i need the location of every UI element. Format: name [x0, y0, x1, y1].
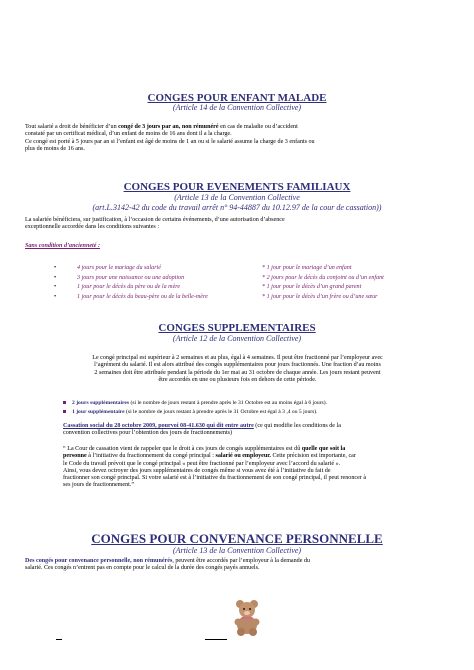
right-item: * 1 jour pour le décès d’un frère ou d’une sœur [262, 293, 378, 300]
heading-evenements-familiaux: CONGES POUR EVENEMENTS FAMILIAUX [123, 181, 351, 193]
subtitle-article-code: (art.L.3142-42 du code du travail arrêt n° 94-44887 du 10.12.97 de la cour de cassation)) [92, 203, 382, 212]
cassation-paragraph: Cassation social du 28 octobre 2009, pourvoi 08-41.630 qui dit entre autre (ce qui modifie les conditions de la convention collectives pour l’obtention des jours de fractionnements) [63, 423, 341, 437]
teddy-bear-icon [232, 598, 262, 636]
condition-label: Sans condition d’ancienneté : [25, 243, 100, 249]
heading-enfant-malade: CONGES POUR ENFANT MALADE [147, 92, 327, 104]
subtitle-evenements-familiaux: (Article 13 de la Convention Collective [174, 193, 300, 202]
right-item: * 2 jours pour le décès du conjoint ou d’un enfant [262, 274, 384, 281]
convenance-paragraph: Des congés pour convenance personnelle, non rémunérés, peuvent être accordés par l’employeur à la demande du salarié. Ces congés n’entrent pas en compte pour le calcul de la durée des congés payés annuels. [25, 558, 311, 572]
subtitle-enfant-malade: (Article 14 de la Convention Collective) [172, 103, 302, 112]
cassation-link[interactable]: Cassation social du 28 octobre 2009, pourvoi 08-41.630 qui dit entre autre [63, 423, 254, 429]
events-list: • 4 jours pour le mariage du salarié • 3 jours pour une naissance ou une adoption • 1 jour pour le décès du père ou de la mère • 1 jour pour le décès du beau-père ou de la belle-mère * 1 jour pour le mariage d’un enfant * 2 jours pour le décès du conjoint ou d’un enfant * 1 jour pour le décès d’un grand parent * 1 jour pour le décès d’un frère ou d’une sœur [54, 264, 454, 304]
supplementaires-paragraph: Le congé principal est supérieur à 2 semaines et au plus, égal à 4 semaines. Il peut être fractionné par l’employeur avec l’agrément du salarié. Il est alors attribué des congés supplémentaires pour jours fractionnés. Une fraction d’au moins 2 semaines doit être attribuée pendant la période du 1er mai au 31 octobre de chaque année. Les jours restant peuvent être accordés en une ou plusieurs fois en dehors de cette période. [92, 355, 383, 383]
heading-convenance-personnelle: CONGES POUR CONVENANCE PERSONNELLE [91, 531, 383, 546]
right-item: * 1 jour pour le mariage d’un enfant [262, 265, 352, 271]
subtitle-conges-supplementaires: (Article 12 de la Convention Collective) [172, 334, 302, 343]
malade-paragraph: Tout salarié a droit de bénéficier d’un congé de 3 jours par an, non rémunéré en cas de maladie ou d’accident constaté par un certificat médical, d’un enfant de moins de 16 ans dont il a la charge. Ce congé est porté à 5 jours par an si l’enfant est âgé de moins de 1 an ou si le salarié assume la charge de 3 enfants ou plus de moins de 16 ans. [25, 124, 315, 152]
familiaux-paragraph: La salariée bénéficiera, sur justification, à l’occasion de certains événements, d’une autorisation d’absence exceptionnelle accordée dans les conditions suivantes : [25, 217, 285, 231]
heading-conges-supplementaires: CONGES SUPPLEMENTAIRES [158, 322, 316, 334]
supplement-item: 2 jours supplémentaires (si le nombre de jours restant à prendre après le 31 Octobre est au moins égal à 6 jours). [63, 399, 327, 407]
square-bullet-icon [63, 401, 66, 404]
supplement-item: 1 jour supplémentaire (si le nombre de jours restant à prendre après le 31 Octobre est égal à 3 ,4 ou 5 jours). [63, 408, 318, 416]
subtitle-convenance-personnelle: (Article 13 de la Convention Collective) [172, 546, 302, 555]
square-bullet-icon [63, 410, 66, 413]
bullet-icon: • [54, 293, 57, 300]
bullet-icon: • [54, 284, 57, 291]
cassation-quote: “ La Cour de cassation vient de rappeler que le droit à ces jours de congés supplémentaires est dû quelle que soit la personne à l’initiative du fractionnement du congé principal : salarié ou employeur. Cette précision est importante, car le Code du travail prévoit que le congé principal « peut être fractionné par l’employeur avec l’accord du salarié ». Ainsi, vous devez octroyer des jours supplémentaires de congés même si vous avez été à l’initiative du fait de fractionner son congé principal. Si votre salarié est à l’initiative du fractionnement de son congé principal, il peut renoncer à ses jours de fractionnement.” [63, 446, 367, 489]
right-item: * 1 jour pour le décès d’un grand parent [262, 284, 362, 291]
footer-line [205, 639, 227, 640]
bullet-icon: • [54, 274, 57, 281]
footer-mark [56, 639, 62, 640]
bullet-icon: • [54, 265, 57, 271]
